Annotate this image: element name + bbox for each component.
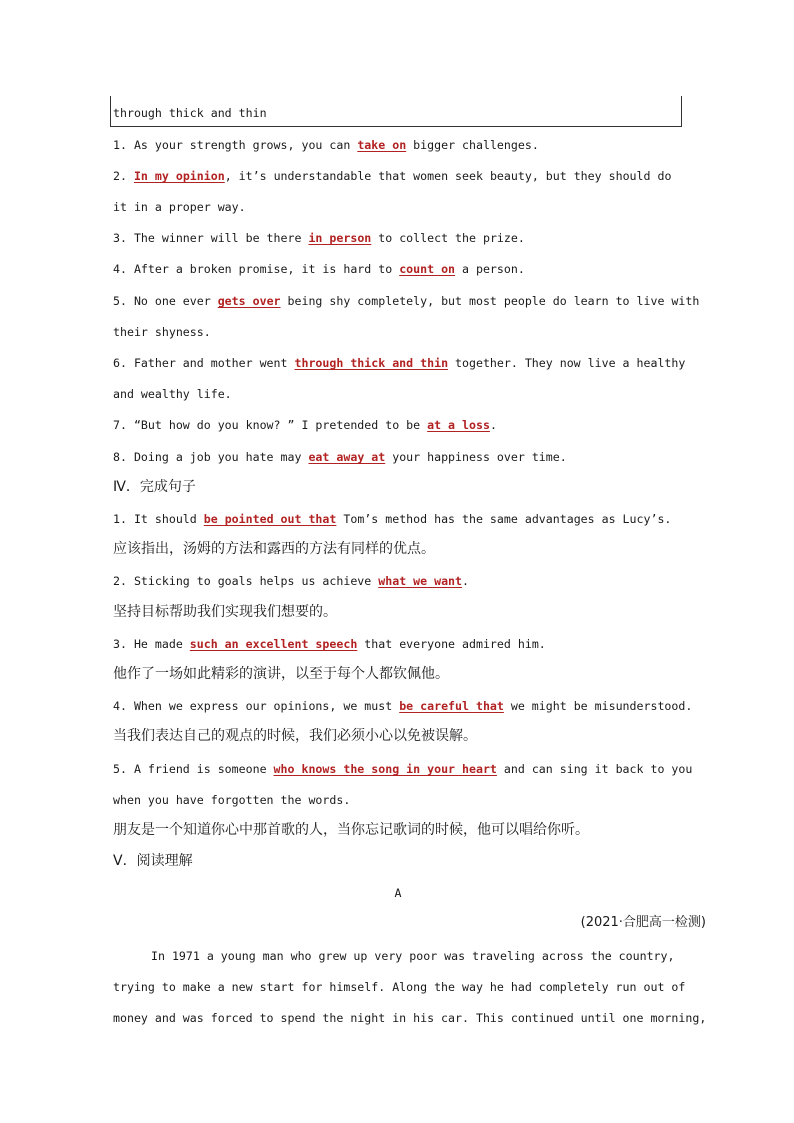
table-phrase: through thick and thin — [113, 106, 267, 120]
answer-blank: what we want — [378, 574, 463, 588]
exercise-3-item-3: 3. The winner will be there in person to collect the prize. — [113, 231, 525, 245]
answer-blank: eat away at — [308, 450, 386, 464]
answer-blank: in person — [308, 231, 372, 245]
passage-source: (2021·合肥高一检测) — [580, 915, 706, 930]
exercise-3-item-5-cont: their shyness. — [113, 325, 211, 339]
section-4-heading: Ⅳ．完成句子 — [113, 479, 196, 495]
answer-blank: be pointed out that — [203, 512, 337, 526]
answer-blank: gets over — [217, 294, 281, 308]
exercise-3-item-6-cont: and wealthy life. — [113, 387, 232, 401]
answer-blank: count on — [399, 262, 456, 276]
answer-blank: who knows the song in your heart — [273, 762, 497, 776]
exercise-4-item-3: 3. He made such an excellent speech that everyone admired him. — [113, 637, 546, 651]
answer-blank: take on — [357, 138, 407, 152]
exercise-3-item-5: 5. No one ever gets over being shy completely, but most people do learn to live with — [113, 294, 700, 308]
exercise-3-item-6: 6. Father and mother went through thick and thin together. They now live a healthy — [113, 356, 686, 370]
exercise-4-item-5: 5. A friend is someone who knows the song in your heart and can sing it back to you — [113, 762, 693, 776]
exercise-3-item-2-cont: it in a proper way. — [113, 200, 246, 214]
exercise-3-item-8: 8. Doing a job you hate may eat away at your happiness over time. — [113, 450, 567, 464]
exercise-4-item-2: 2. Sticking to goals helps us achieve what we want. — [113, 574, 469, 588]
passage-line-1: In 1971 a young man who grew up very poor was traveling across the country, — [151, 949, 675, 963]
exercise-4-item-4-translation: 当我们表达自己的观点的时候，我们必须小心以免被误解。 — [113, 728, 477, 744]
exercise-4-item-2-translation: 坚持目标帮助我们实现我们想要的。 — [113, 604, 337, 620]
exercise-3-item-7: 7. “But how do you know? ” I pretended to be at a loss. — [113, 418, 497, 432]
answer-blank: be careful that — [399, 699, 504, 713]
exercise-4-item-5-cont: when you have forgotten the words. — [113, 793, 351, 807]
section-5-heading: Ⅴ．阅读理解 — [113, 853, 193, 869]
exercise-4-item-3-translation: 他作了一场如此精彩的演讲，以至于每个人都钦佩他。 — [113, 666, 449, 682]
passage-label: A — [394, 886, 402, 900]
passage-line-3: money and was forced to spend the night in his car. This continued until one morning, — [113, 1011, 707, 1025]
exercise-3-item-1: 1. As your strength grows, you can take on bigger challenges. — [113, 138, 539, 152]
passage-line-2: trying to make a new start for himself. Along the way he had completely run out of — [113, 980, 686, 994]
exercise-4-item-4: 4. When we express our opinions, we must be careful that we might be misunderstood. — [113, 699, 693, 713]
exercise-4-item-5-translation: 朋友是一个知道你心中那首歌的人，当你忘记歌词的时候，他可以唱给你听。 — [113, 822, 589, 838]
exercise-3-item-4: 4. After a broken promise, it is hard to count on a person. — [113, 262, 525, 276]
answer-blank: such an excellent speech — [189, 637, 358, 651]
exercise-4-item-1: 1. It should be pointed out that Tom’s method has the same advantages as Lucy’s. — [113, 512, 672, 526]
exercise-3-item-2: 2. In my opinion, it’s understandable that women seek beauty, but they should do — [113, 169, 672, 183]
answer-blank: through thick and thin — [294, 356, 449, 370]
answer-blank: In my opinion — [133, 169, 225, 183]
exercise-4-item-1-translation: 应该指出，汤姆的方法和露西的方法有同样的优点。 — [113, 541, 435, 557]
answer-blank: at a loss — [427, 418, 490, 432]
